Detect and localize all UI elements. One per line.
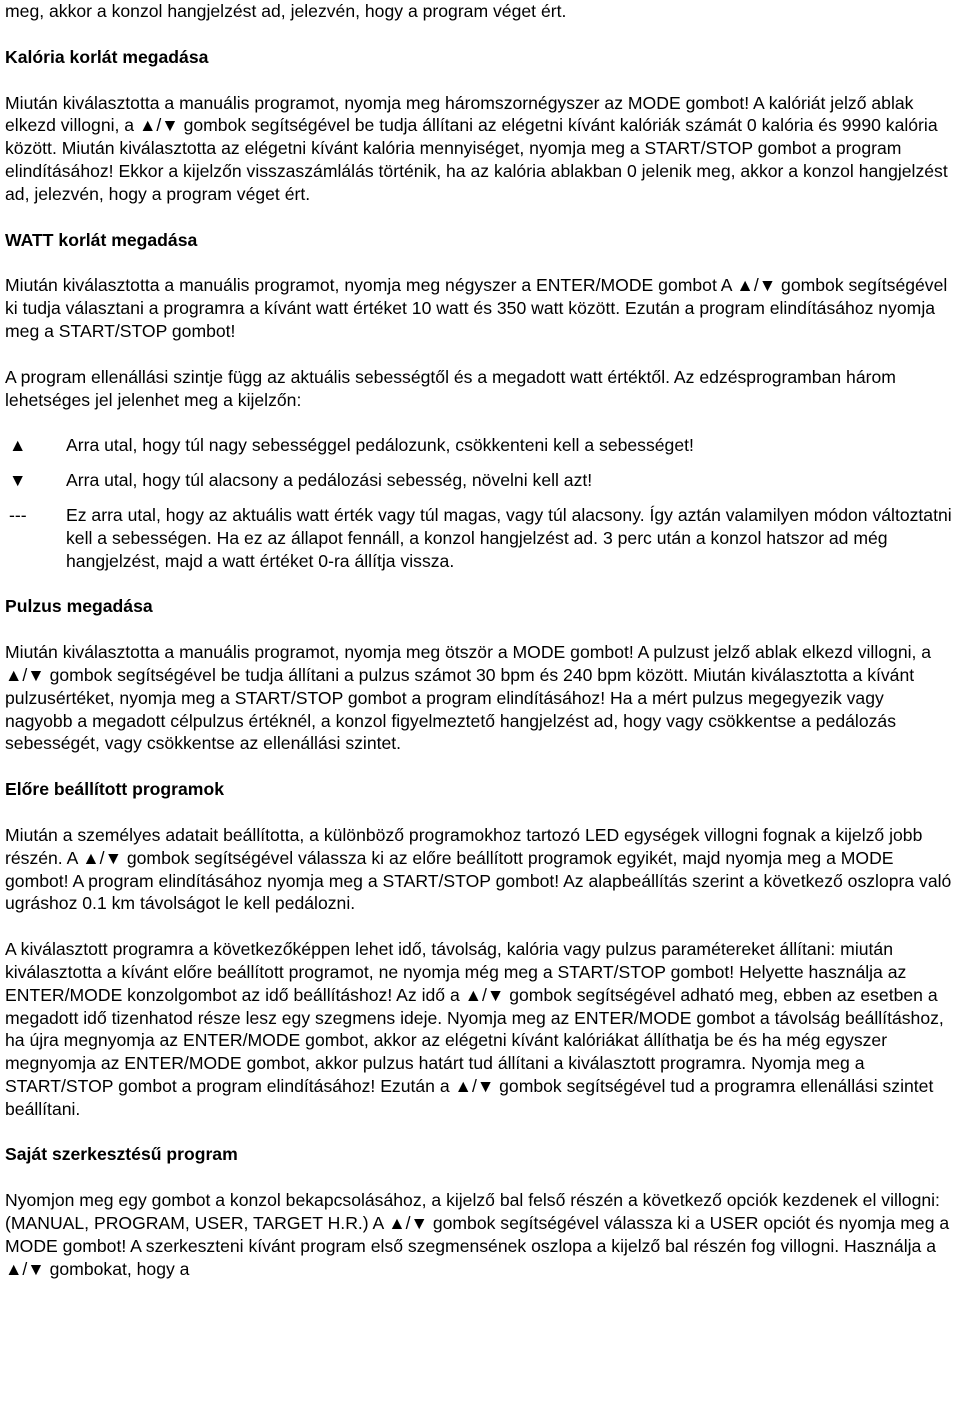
- paragraph-watt-1: Miután kiválasztotta a manuális programot, nyomja meg négyszer a ENTER/MODE gombot A ▲/▼ gombok segítségével ki tudja választani a programra a kívánt watt értéket 10 watt és 350 watt között. Ezután a program elindításához nyomja meg a START/STOP gombot!: [5, 275, 948, 341]
- symbol-description: Ez arra utal, hogy az aktuális watt érték vagy túl magas, vagy túl alacsony. Így aztán valamilyen módon változtatni kell a sebességen. Ha ez az állapot fennáll, a konzol hangjelzést ad. 3 perc után a konzol hatszor ad még hangjelzést, majd a watt értéket 0-ra állítja vissza.: [66, 504, 952, 571]
- intro-tail-paragraph: meg, akkor a konzol hangjelzést ad, jelezvén, hogy a program véget ért.: [5, 1, 567, 21]
- triangle-up-icon: ▲: [9, 435, 27, 456]
- watt-symbol-list: [5, 434, 960, 572]
- paragraph-elore-2: A kiválasztott programra a következőképpen lehet idő, távolság, kalória vagy pulzus paramétereket állítani: miután kiválasztotta a kívánt előre beállított programot, ne nyomja még meg a START/STOP gombot! Helyette használja az ENTER/MODE konzolgombot az idő beállításhoz! Az idő a ▲/▼ gombok segítségével adható meg, ebben az esetben a megadott idő tizenhatod része lesz egy szegmens ideje. Nyomja meg az ENTER/MODE gombot a távolság beállításhoz, ha újra megnyomja az ENTER/MODE gombot, akkor az elégetni kívánt kalóriákat állíthatja be és ha még egyszer megnyomja az ENTER/MODE gombot, akkor pulzus határt tud állítani a kiválasztott programra. Nyomja meg a START/STOP gombot a program elindításához! Ezután a ▲/▼ gombok segítségével tud a programra ellenállási szintet beállítani.: [5, 939, 944, 1119]
- symbol-description: Arra utal, hogy túl alacsony a pedálozási sebesség, növelni kell azt!: [66, 470, 593, 491]
- dashes-symbol: ---: [9, 504, 27, 525]
- symbol-row-down: [5, 469, 960, 492]
- heading-sajat: Saját szerkesztésű program: [5, 1144, 238, 1165]
- paragraph-kaloria: Miután kiválasztotta a manuális programot, nyomja meg háromszornégyszer az MODE gombot! A kalóriát jelző ablak elkezd villogni, a ▲/▼ gombok segítségével be tudja állítani az elégetni kívánt kalóriák számát 0 kalória és 9990 kalória között. Miután kiválasztotta az elégetni kívánt kalória mennyiséget, nyomja meg a START/STOP gombot a program elindításához! Ekkor a kijelzőn visszaszámlálás történik, ha az kalória ablakban 0 jelenik meg, akkor a konzol hangjelzést ad, jelezvén, hogy a program véget ért.: [5, 92, 948, 204]
- symbol-row-dashes: [5, 504, 960, 572]
- paragraph-pulzus: Miután kiválasztotta a manuális programot, nyomja meg ötször a MODE gombot! A pulzust jelző ablak elkezd villogni, a ▲/▼ gombok segítségével be tudja állítani a pulzus számot 30 bpm és 240 bpm között. Miután kiválasztotta a kívánt pulzusértéket, nyomja meg a START/STOP gombot a program elindításához! Ha a mért pulzus megegyezik vagy nagyobb a megadott célpulzus értéknél, a konzol figyelmeztető hangjelzést ad, hogy vagy csökkentse a pedálozás sebességét, vagy csökkentse az ellenállási szintet.: [5, 642, 932, 754]
- triangle-down-icon: ▼: [9, 470, 27, 491]
- paragraph-watt-2: A program ellenállási szintje függ az aktuális sebességtől és a megadott watt értéktől. Az edzésprogramban három lehetséges jel jelenhet meg a kijelzőn:: [5, 366, 896, 410]
- heading-elore: Előre beállított programok: [5, 779, 224, 800]
- heading-watt: WATT korlát megadása: [5, 229, 198, 250]
- heading-kaloria: Kalória korlát megadása: [5, 46, 209, 67]
- symbol-row-up: [5, 434, 960, 457]
- symbol-description: Arra utal, hogy túl nagy sebességgel pedálozunk, csökkenteni kell a sebességet!: [66, 435, 694, 456]
- paragraph-sajat: Nyomjon meg egy gombot a konzol bekapcsolásához, a kijelző bal felső részén a következő opciók kezdenek el villogni: (MANUAL, PROGRAM, USER, TARGET H.R.) A ▲/▼ gombok segítségével válassza ki a USER opciót és nyomja meg a MODE gombot! A szerkeszteni kívánt program első szegmensének oszlopa a kijelző bal részén fog villogni. Használja a ▲/▼ gombokat, hogy a: [5, 1190, 950, 1279]
- heading-pulzus: Pulzus megadása: [5, 596, 153, 617]
- paragraph-elore-1: Miután a személyes adatait beállította, a különböző programokhoz tartozó LED egységek villogni fognak a kijelző jobb részén. A ▲/▼ gombok segítségével válassza ki az előre beállított programok egyikét, majd nyomja meg a MODE gombot! A program elindításához nyomja meg a START/STOP gombot! Az alapbeállítás szerint a következő oszlopra való ugráshoz 0.1 km távolságot le kell pedálozni.: [5, 824, 952, 914]
